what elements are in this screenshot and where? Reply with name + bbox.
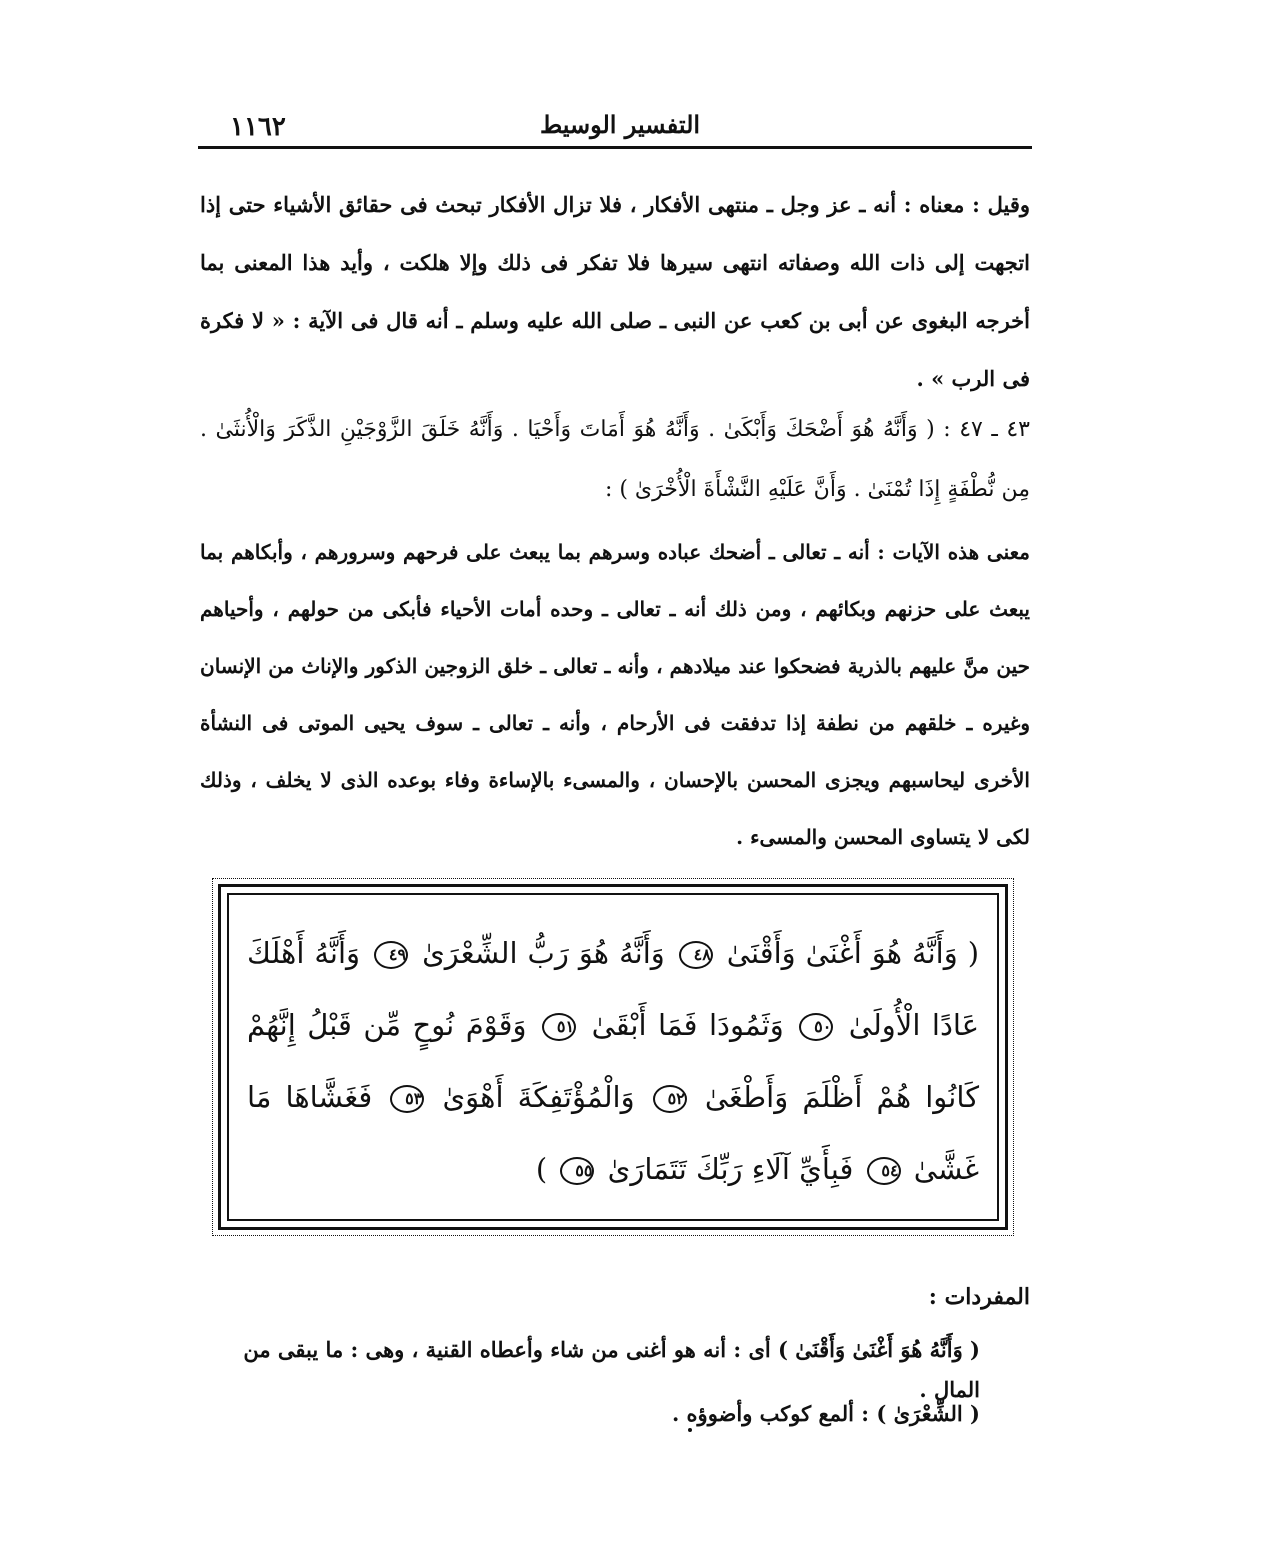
header-rule — [198, 146, 1032, 149]
verses-heading-paragraph: ٤٣ ـ ٤٧ : ( وَأَنَّهُ هُوَ أَضْحَكَ وَأَبْكَىٰ . وَأَنَّهُ هُوَ أَمَاتَ وَأَحْيَا . وَأَنَّهُ خَلَقَ الزَّوْجَيْنِ الذَّكَرَ وَالْأُنثَىٰ . مِن نُّطْفَةٍ إِذَا تُمْنَىٰ . وَأَنَّ عَلَيْهِ النَّشْأَةَ الْأُخْرَىٰ ) : — [200, 417, 1030, 502]
vocabulary-heading: المفردات : — [928, 1284, 1030, 1310]
commentary-paragraph-1: وقيل : معناه : أنه ـ عز وجل ـ منتهى الأفكار ، فلا تزال الأفكار تبحث فى حقائق الأشياء حتى إذا اتجهت إلى ذات الله وصفاته انتهى سيرها فلا تفكر فى ذلك وإلا هلكت ، وأيد هذا المعنى بما أخرجه البغوى عن أبى بن كعب عن النبى ـ صلى الله عليه وسلم ـ أنه قال فى الآية : « لا فكرة فى الرب » . — [200, 192, 1030, 391]
ayah-number-55: ٥٥ — [560, 1157, 594, 1185]
page-dot — [688, 1428, 692, 1432]
ayah-number-51: ٥١ — [542, 1013, 576, 1041]
ayah-number-48: ٤٨ — [679, 941, 713, 969]
verse-54: فَغَشَّاهَا مَا غَشَّىٰ — [247, 1080, 979, 1186]
page-header — [200, 108, 1030, 144]
close-bracket: ) — [535, 1152, 548, 1186]
verse-55: فَبِأَيِّ آلَاءِ رَبِّكَ تَتَمَارَىٰ — [607, 1152, 854, 1186]
commentary-paragraph-2: معنى هذه الآيات : أنه ـ تعالى ـ أضحك عباده وسرهم بما يبعث على فرحهم وسرورهم ، وأبكاهم بما يبعث على حزنهم وبكائهم ، ومن ذلك أنه ـ تعالى ـ وحده أمات الأحياء فأبكى من حولهم ، وأحياهم حين منَّ عليهم بالذرية فضحكوا عند ميلادهم ، وأنه ـ تعالى ـ خلق الزوجين الذكور والإناث من الإنسان وغيره ـ خلقهم من نطفة إذا تدفقت فى الأرحام ، وأنه ـ تعالى ـ سوف يحيى الموتى فى النشأة الأخرى ليحاسبهم ويجزى المحسن بالإحسان ، والمسىء بالإساءة وفاء بوعده الذى لا يخلف ، وذلك لكى لا يتساوى المحسن والمسىء . — [200, 540, 1030, 849]
ayah-number-53: ٥٣ — [390, 1085, 424, 1113]
running-title: التفسير الوسيط — [539, 110, 701, 139]
vocabulary-item-2: ( الشِّعْرَىٰ ) : ألمع كوكب وأضوؤه . — [671, 1401, 980, 1426]
verse-53: وَالْمُؤْتَفِكَةَ أَهْوَىٰ — [442, 1080, 635, 1114]
verse-48: وَأَنَّهُ هُوَ أَغْنَىٰ وَأَقْنَىٰ — [726, 936, 958, 970]
vocabulary-item-1: ( وَأَنَّهُ هُوَ أَغْنَىٰ وَأَقْنَىٰ ) أى : أنه هو أغنى من شاء وأعطاه القنية ، وهى : ما يبقى من المال . — [243, 1337, 980, 1402]
verse-50: وَأَنَّهُ أَهْلَكَ عَادًا الْأُولَىٰ — [247, 936, 980, 1042]
page-number: ١١٦٢ — [230, 112, 286, 142]
ayah-number-49: ٤٩ — [374, 941, 408, 969]
quran-verses-box — [218, 884, 1008, 1230]
verse-52: وَقَوْمَ نُوحٍ مِّن قَبْلُ إِنَّهُمْ كَانُوا هُمْ أَظْلَمَ وَأَطْغَىٰ — [247, 1008, 979, 1114]
quran-verses-text — [247, 917, 979, 1205]
verse-51: وَثَمُودَا فَمَا أَبْقَىٰ — [591, 1008, 784, 1042]
ayah-number-50: ٥٠ — [799, 1013, 833, 1041]
ayah-number-52: ٥٢ — [653, 1085, 687, 1113]
ayah-number-54: ٥٤ — [867, 1157, 901, 1185]
open-bracket: ( — [967, 936, 980, 970]
verse-49: وَأَنَّهُ هُوَ رَبُّ الشِّعْرَىٰ — [422, 936, 665, 970]
